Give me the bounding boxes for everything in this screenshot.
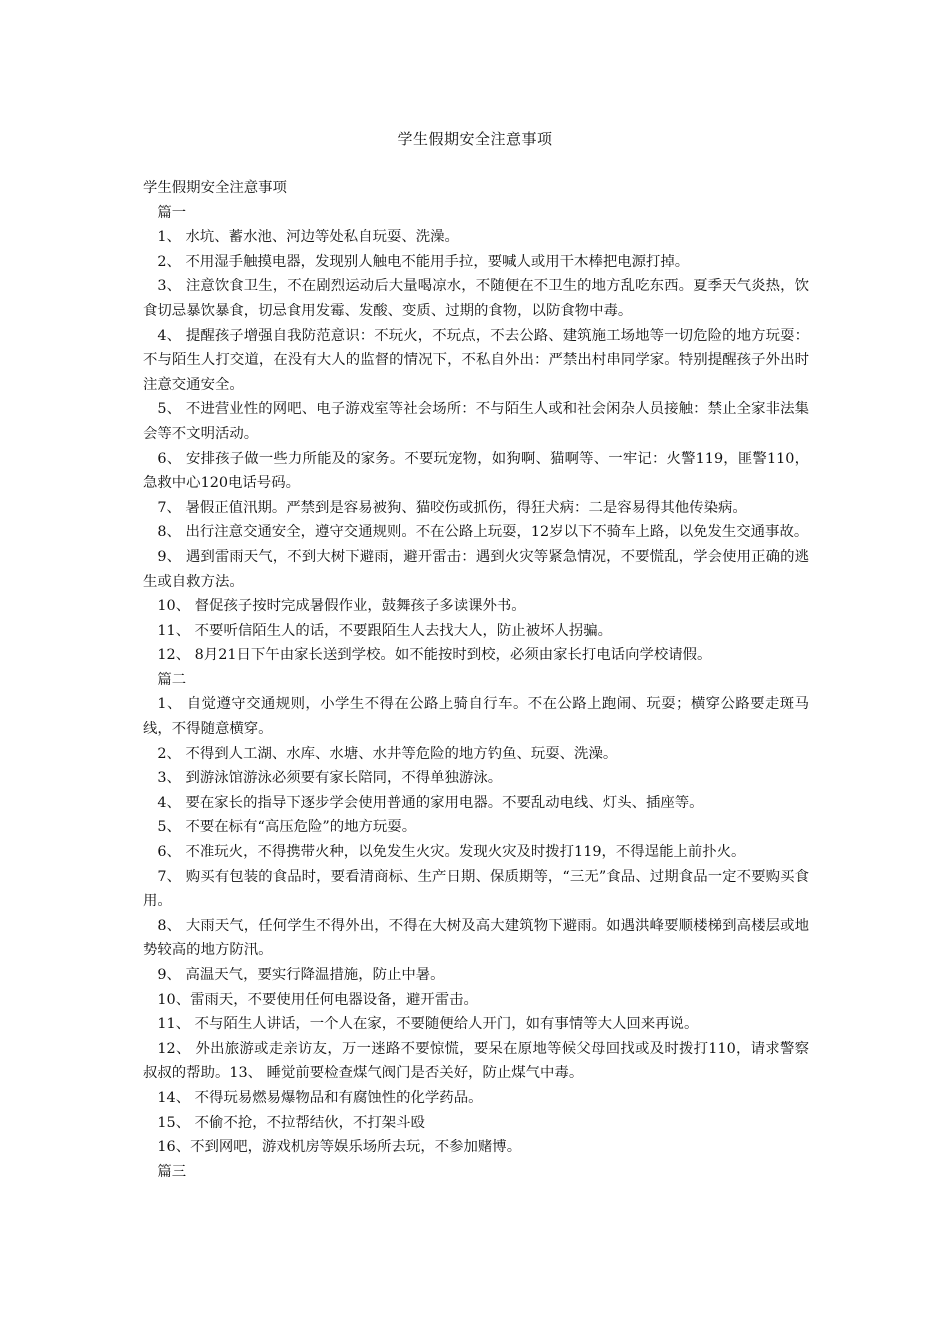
list-item: 12、 外出旅游或走亲访友，万一迷路不要惊慌，要呆在原地等候父母回找或及时拨打110，请求警察叔叔的帮助。13、 睡觉前要检查煤气阀门是否关好，防止煤气中毒。 xyxy=(143,1040,809,1082)
list-item: 4、 提醒孩子增强自我防范意识：不玩火，不玩点，不去公路、建筑施工场地等一切危险的地方玩耍：不与陌生人打交道，在没有大人的监督的情况下，不私自外出：严禁出村串同学家。特别提醒孩子外出时注意交通安全。 xyxy=(143,327,809,393)
list-item: 8、 大雨天气，任何学生不得外出，不得在大树及高大建筑物下避雨。如遇洪峰要顺楼梯到高楼层或地势较高的地方防汛。 xyxy=(143,917,809,959)
list-item: 11、 不与陌生人讲话，一个人在家，不要随便给人开门，如有事情等大人回来再说。 xyxy=(157,1016,699,1033)
list-item: 8、 出行注意交通安全，遵守交通规则。不在公路上玩耍，12岁以下不骑车上路，以免发生交通事故。 xyxy=(157,524,809,541)
section-heading: 篇一 xyxy=(157,204,187,221)
list-item: 10、雷雨天，不要使用任何电器设备，避开雷击。 xyxy=(157,991,478,1008)
document-title: 学生假期安全注意事项 xyxy=(397,130,553,148)
list-item: 6、 安排孩子做一些力所能及的家务。不要玩宠物，如狗啊、猫啊等、一牢记：火警119，匪警110，急救中心120电话号码。 xyxy=(143,450,809,492)
list-item: 10、 督促孩子按时完成暑假作业，鼓舞孩子多读课外书。 xyxy=(157,598,526,615)
list-item: 9、 高温天气，要实行降温措施，防止中暑。 xyxy=(157,967,445,983)
list-item: 1、 水坑、蓄水池、河边等处私自玩耍、洗澡。 xyxy=(157,229,459,246)
list-item: 14、 不得玩易燃易爆物品和有腐蚀性的化学药品。 xyxy=(157,1089,483,1106)
list-item: 3、 到游泳馆游泳必须要有家长陪同，不得单独游泳。 xyxy=(157,770,503,787)
list-item: 12、 8月21日下午由家长送到学校。如不能按时到校，必须由家长打电话向学校请假。 xyxy=(157,647,712,664)
list-item: 3、 注意饮食卫生，不在剧烈运动后大量喝凉水，不随便在不卫生的地方乱吃东西。夏季天气炎热，饮食切忌暴饮暴食，切忌食用发霉、发酸、变质、过期的食物，以防食物中毒。 xyxy=(143,278,809,319)
list-item: 9、 遇到雷雨天气，不到大树下避雨，避开雷击：遇到火灾等紧急情况，不要慌乱，学会使用正确的逃生或自救方法。 xyxy=(143,548,809,590)
list-item: 5、 不要在标有“高压危险”的地方玩耍。 xyxy=(157,819,417,836)
list-item: 2、 不得到人工湖、水库、水塘、水井等危险的地方钓鱼、玩耍、洗澡。 xyxy=(157,745,618,762)
document-body xyxy=(143,176,809,1184)
list-item: 7、 暑假正值汛期。严禁到是容易被狗、猫咬伤或抓伤，得狂犬病：二是容易得其他传染病。 xyxy=(157,499,747,516)
section-heading: 篇二 xyxy=(157,671,187,688)
list-item: 1、 自觉遵守交通规则，小学生不得在公路上骑自行车。不在公路上跑闹、玩耍；横穿公路要走斑马线，不得随意横穿。 xyxy=(143,696,809,738)
list-item: 7、 购买有包装的食品时，要看清商标、生产日期、保质期等，“三无”食品、过期食品一定不要购买食用。 xyxy=(143,868,809,910)
list-item: 5、 不进营业性的网吧、电子游戏室等社会场所：不与陌生人或和社会闲杂人员接触：禁止全家非法集会等不文明活动。 xyxy=(143,401,809,442)
list-item: 15、 不偷不抢，不拉帮结伙，不打架斗殴 xyxy=(157,1114,425,1131)
list-item: 4、 要在家长的指导下逐步学会使用普通的家用电器。不要乱动电线、灯头、插座等。 xyxy=(157,794,704,811)
list-item: 6、 不准玩火，不得携带火种，以免发生火灾。发现火灾及时拨打119，不得逞能上前扑火。 xyxy=(157,844,746,861)
list-item: 11、 不要听信陌生人的话，不要跟陌生人去找大人，防止被坏人拐骗。 xyxy=(157,622,612,639)
list-item: 16、不到网吧，游戏机房等娱乐场所去玩，不参加赌博。 xyxy=(157,1139,522,1156)
section-heading: 篇三 xyxy=(157,1163,187,1180)
list-item: 2、 不用湿手触摸电器，发现别人触电不能用手拉，要喊人或用干木棒把电源打掉。 xyxy=(157,253,690,270)
document-subtitle: 学生假期安全注意事项 xyxy=(143,180,287,196)
